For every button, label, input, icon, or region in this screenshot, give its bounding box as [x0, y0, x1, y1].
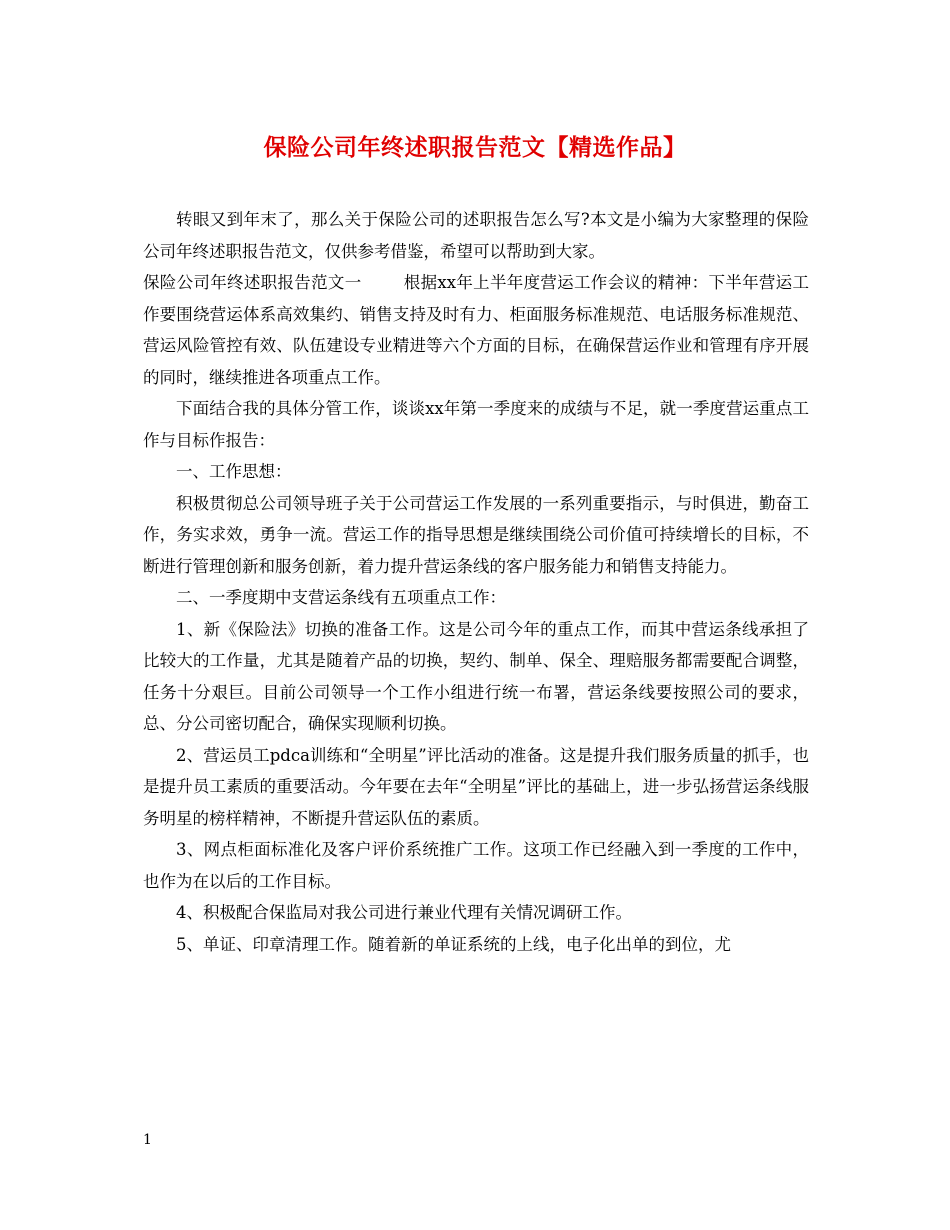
page-number: 1 [143, 1132, 152, 1148]
sample-label: 保险公司年终述职报告范文一 [143, 273, 362, 292]
document-body [143, 204, 809, 960]
list-item-2: 2、营运员工pdca训练和“全明星”评比活动的准备。这是提升我们服务质量的抓手，也是提升员工素质的重要活动。今年要在去年“全明星”评比的基础上，进一步弘扬营运条线服务明星的榜样精神，不断提升营运队伍的素质。 [143, 745, 809, 828]
list-item-4: 4、积极配合保监局对我公司进行兼业代理有关情况调研工作。 [176, 903, 632, 922]
paragraph-work-thought: 积极贯彻总公司领导班子关于公司营运工作发展的一系列重要指示，与时俱进，勤奋工作，务实求效，勇争一流。营运工作的指导思想是继续围绕公司价值可持续增长的目标，不断进行管理创新和服务创新，着力提升营运条线的客户服务能力和销售支持能力。 [143, 493, 809, 576]
heading-key-tasks: 二、一季度期中支营运条线有五项重点工作： [176, 588, 506, 607]
heading-work-thought: 一、工作思想： [176, 462, 292, 481]
sample-paragraph [143, 267, 809, 393]
paragraph-summary: 下面结合我的具体分管工作，谈谈xx年第一季度来的成绩与不足，就一季度营运重点工作与目标作报告： [143, 399, 809, 450]
list-item-1: 1、新《保险法》切换的准备工作。这是公司今年的重点工作，而其中营运条线承担了比较大的工作量，尤其是随着产品的切换，契约、制单、保全、理赔服务都需要配合调整，任务十分艰巨。目前公司领导一个工作小组进行统一布署，营运条线要按照公司的要求，总、分公司密切配合，确保实现顺利切换。 [143, 619, 809, 733]
sample-text: 根据xx年上半年度营运工作会议的精神：下半年营运工作要围绕营运体系高效集约、销售支持及时有力、柜面服务标准规范、电话服务标准规范、营运风险管控有效、队伍建设专业精进等六个方面的目标，在确保营运作业和管理有序开展的同时，继续推进各项重点工作。 [143, 273, 809, 387]
list-item-5: 5、单证、印章清理工作。随着新的单证系统的上线，电子化出单的到位，尤 [176, 934, 731, 954]
intro-paragraph: 转眼又到年末了，那么关于保险公司的述职报告怎么写?本文是小编为大家整理的保险公司年终述职报告范文，仅供参考借鉴，希望可以帮助到大家。 [143, 210, 809, 261]
document-title: 保险公司年终述职报告范文【精选作品】 [263, 134, 687, 161]
list-item-3: 3、网点柜面标准化及客户评价系统推广工作。这项工作已经融入到一季度的工作中，也作为在以后的工作目标。 [143, 840, 809, 891]
